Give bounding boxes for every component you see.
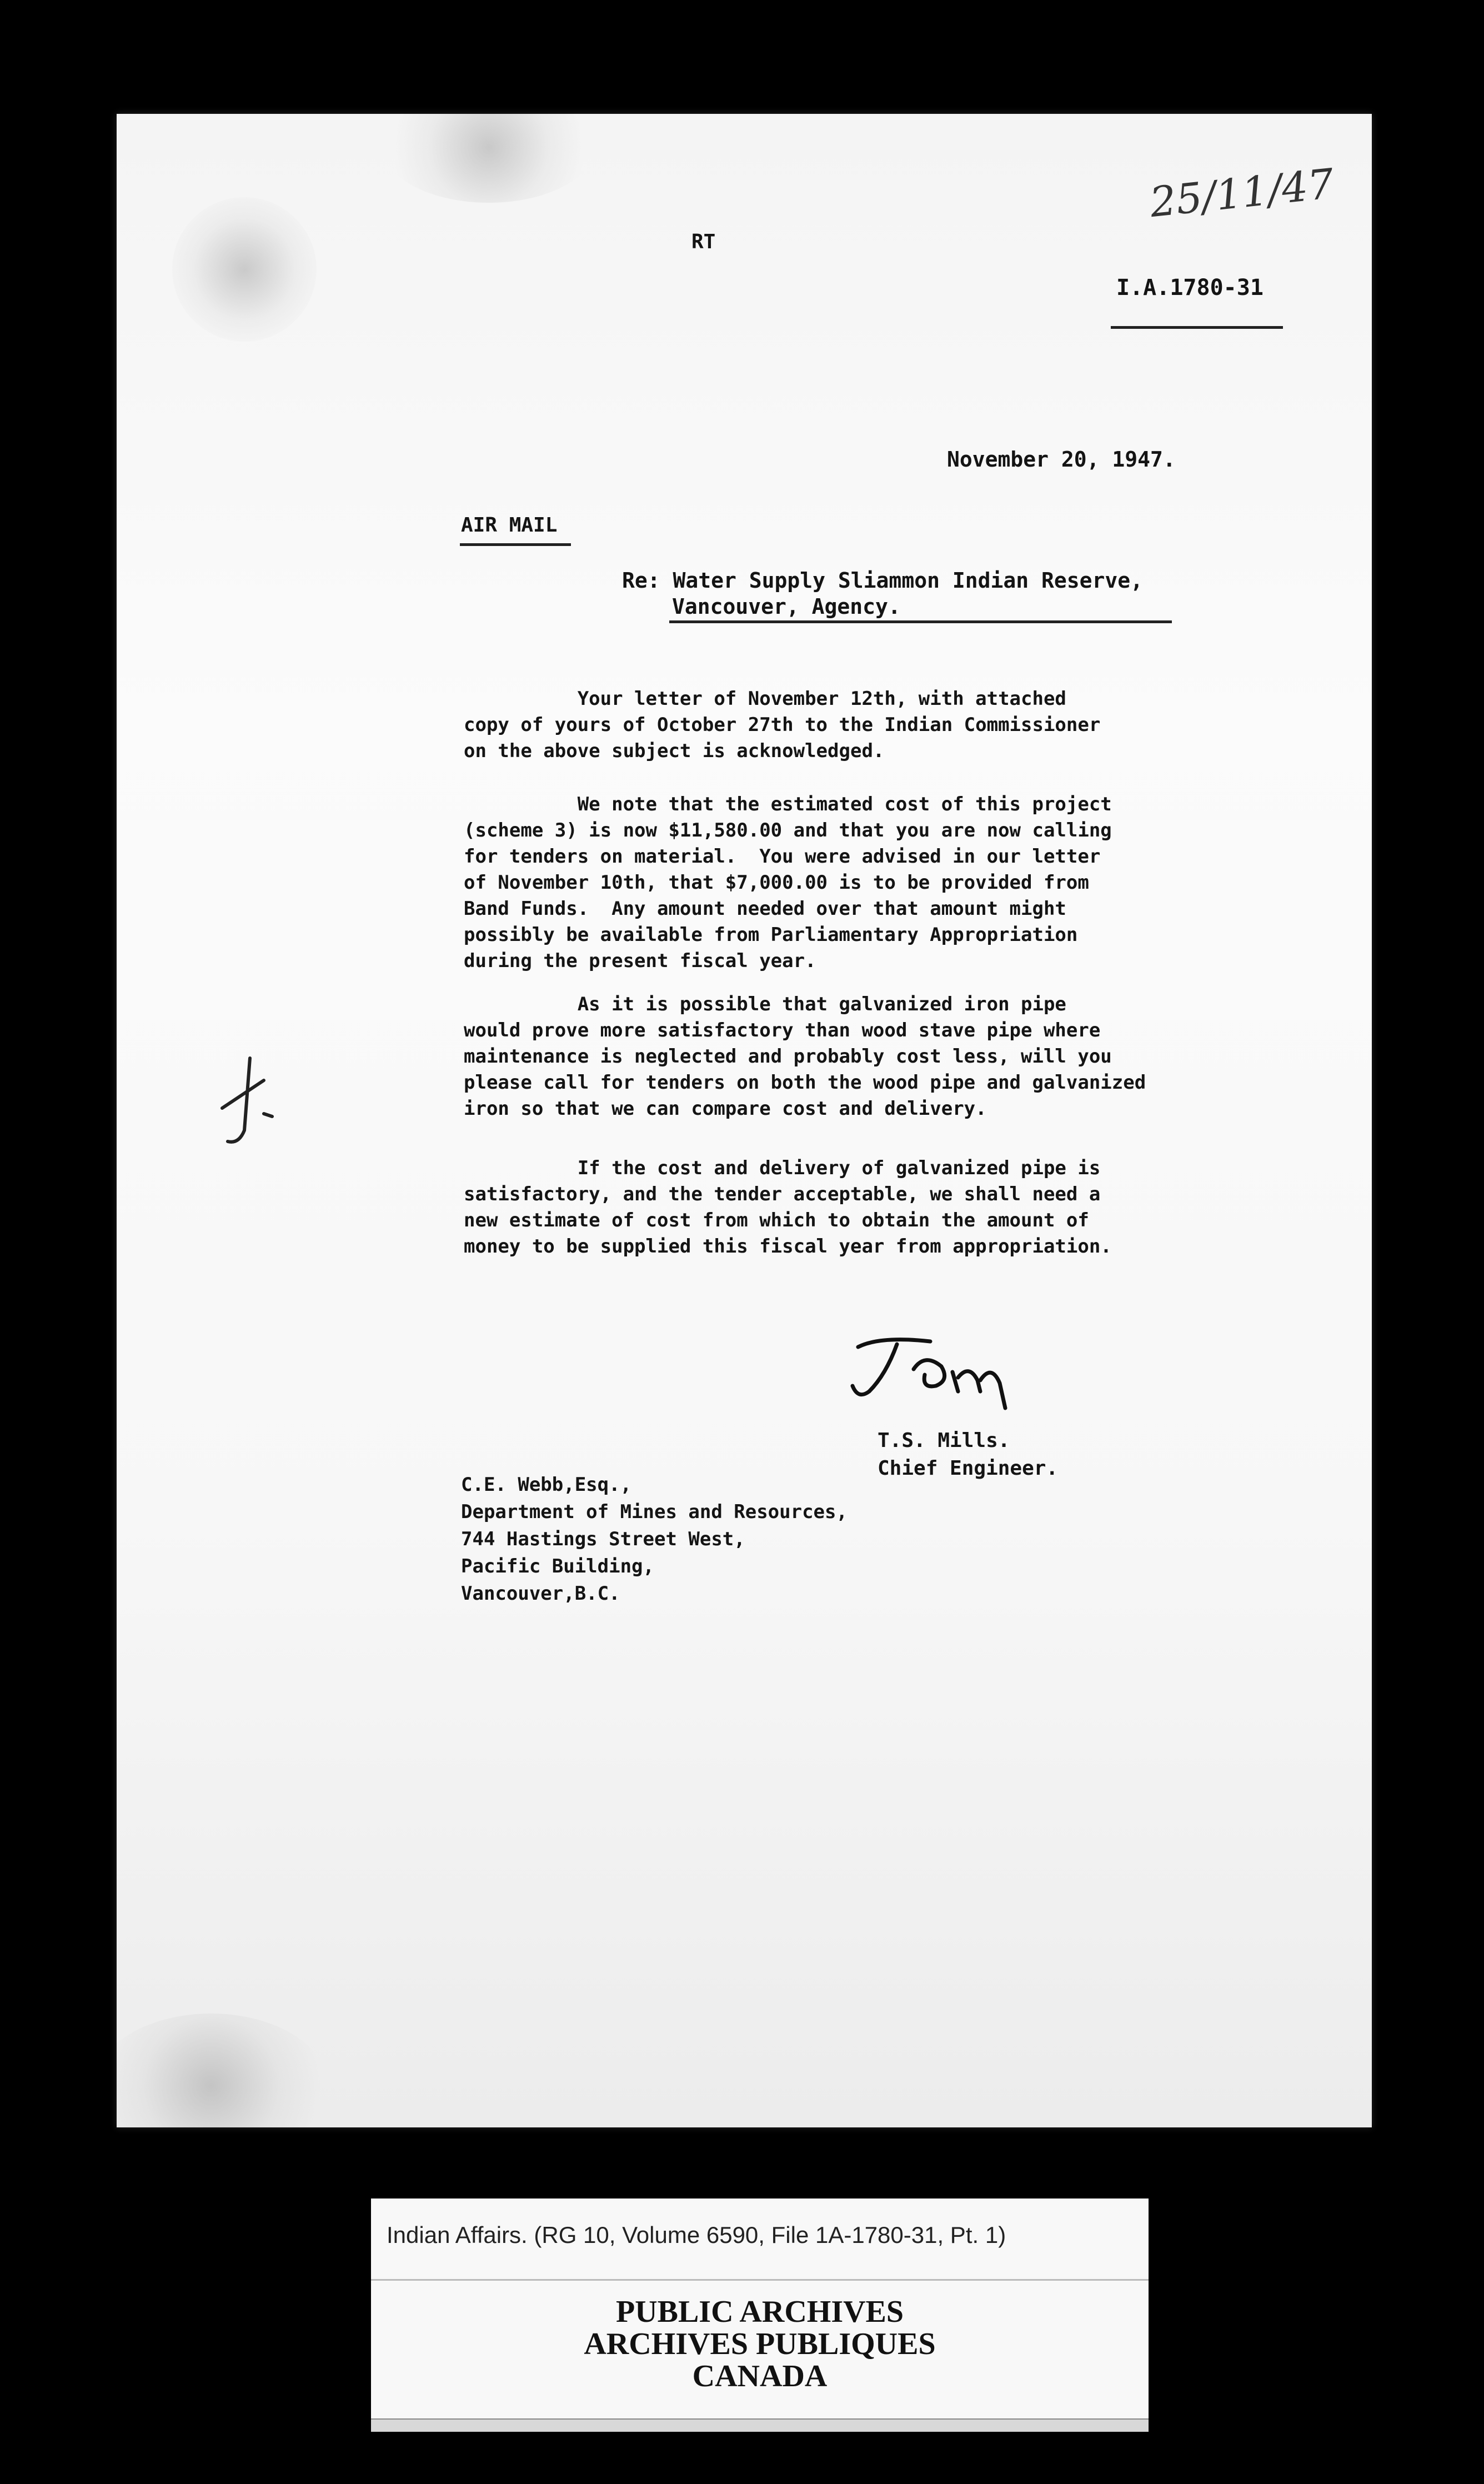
archive-stamp — [371, 2296, 1149, 2392]
file-reference: I.A.1780-31 — [1116, 275, 1264, 301]
archive-label — [371, 2198, 1149, 2432]
addressee-line: C.E. Webb,Esq., — [461, 1474, 632, 1496]
addressee-line: Vancouver,B.C. — [461, 1582, 620, 1605]
archive-line-fr: ARCHIVES PUBLIQUES — [584, 2327, 936, 2361]
archive-line-country: CANADA — [692, 2359, 828, 2393]
paragraph-3: As it is possible that galvanized iron pipe would prove more satisfactory than wood stave pipe where maintenance is neglected and probably cost less, will you please call for tenders on both the wood pipe and galvanized iron so that we can compare cost and delivery. — [464, 993, 1146, 1120]
margin-check-mark — [211, 1047, 294, 1147]
stain-top-left — [172, 197, 317, 342]
air-mail-notation: AIR MAIL — [461, 514, 558, 537]
stain-top-center — [383, 114, 594, 203]
subject-line-2: Vancouver, Agency. — [672, 594, 901, 619]
paragraph-2: We note that the estimated cost of this project (scheme 3) is now $11,580.00 and that you are now calling for tenders on material. You were advised in our letter of November 10th, that $7,000.00 is to be provided from Band Funds. Any amount needed over that amount might possibly be available from Parliamentary Appropriation during the present fiscal year. — [464, 793, 1112, 972]
archive-reference: Indian Affairs. (RG 10, Volume 6590, File 1A-1780-31, Pt. 1) — [387, 2222, 1006, 2248]
signatory-title: Chief Engineer. — [878, 1457, 1059, 1480]
stain-bottom-left — [117, 2014, 328, 2127]
addressee-line: 744 Hastings Street West, — [461, 1528, 745, 1550]
archive-line-en: PUBLIC ARCHIVES — [615, 2295, 904, 2329]
handwritten-signature — [847, 1325, 1069, 1414]
subject-line-1: Re: Water Supply Sliammon Indian Reserve, — [622, 568, 1143, 593]
addressee-line: Department of Mines and Resources, — [461, 1501, 848, 1523]
archive-reference-strip — [371, 2198, 1149, 2281]
letter-page — [117, 114, 1372, 2127]
file-reference-underline — [1111, 326, 1283, 329]
addressee-line: Pacific Building, — [461, 1555, 654, 1577]
label-bottom-edge — [371, 2418, 1149, 2432]
subject-underline — [669, 620, 1172, 623]
handwritten-note: 25/11/47 — [1147, 159, 1336, 227]
signatory-name: T.S. Mills. — [878, 1429, 1010, 1452]
paragraph-1: Your letter of November 12th, with attached copy of yours of October 27th to the Indian Commissioner on the above subject is acknowledged. — [464, 688, 1101, 762]
letter-date: November 20, 1947. — [947, 447, 1176, 472]
air-mail-underline — [460, 543, 571, 546]
typist-initials: RT — [691, 231, 716, 253]
paragraph-4: If the cost and delivery of galvanized pipe is satisfactory, and the tender acceptable, we shall need a new estimate of cost from which to obtain the amount of money to be supplied this fiscal year from appropriation. — [464, 1157, 1112, 1258]
